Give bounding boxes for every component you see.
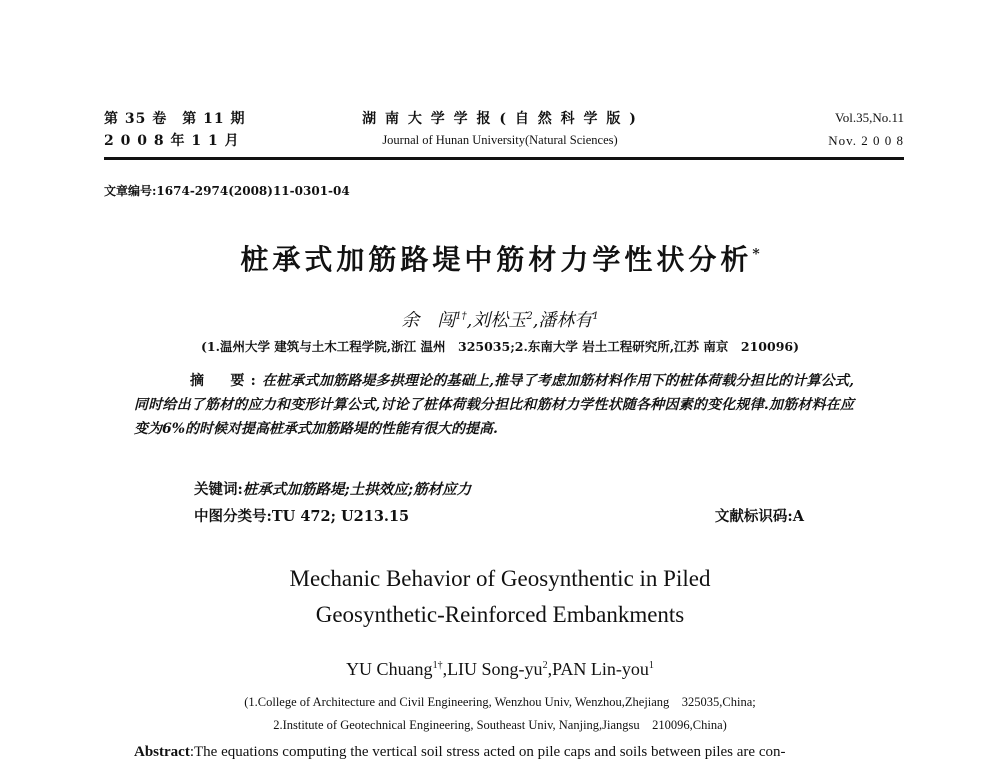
author-cn-1-mark: 1† [455,311,467,322]
header-date-en: Nov. 2 0 0 8 [828,133,904,148]
header-volume-issue-en: Vol.35,No.11 [835,110,904,125]
title-cn-text: 桩承式加筋路堤中筋材力学性状分析 [240,243,753,276]
header-volume-issue-cn: 第 35 卷 第 11 期 [104,111,246,127]
document-code-cn: 文献标识码:A [714,508,804,525]
header-journal-cn: 湖 南 大 学 学 报 ( 自 然 科 学 版 ) [362,111,638,127]
author-cn-3: ,潘林有 [532,310,593,331]
header-rule [104,157,904,160]
keywords-cn-value: 桩承式加筋路堤;土拱效应;筋材应力 [242,481,472,498]
author-en-2: ,LIU Song-yu [442,659,543,679]
abstract-en [134,744,786,761]
title-en-line-1: Mechanic Behavior of Geosynthentic in Piled [289,566,711,591]
article-number: 文章编号:1674-2974(2008)11-0301-04 [104,184,350,198]
author-en-3: ,PAN Lin-you [547,659,649,679]
affiliation-en-line-2: 2.Institute of Geotechnical Engineering, Southeast Univ, Nanjing,Jiangsu 210096,China) [273,718,727,732]
keywords-cn-label: 关键词: [194,481,243,498]
author-en-1-mark: 1† [432,660,443,671]
abstract-cn [134,369,854,441]
classification-cn: 中图分类号:TU 472; U213.15 [194,508,410,525]
header-journal-en: Journal of Hunan University(Natural Sciences) [382,133,618,147]
affiliation-cn: (1.温州大学 建筑与土木工程学院,浙江 温州 325035;2.东南大学 岩土工程研究所,江苏 南京 210096) [200,339,800,354]
title-cn-footnote-mark: * [752,246,760,263]
abstract-cn-text: 在桩承式加筋路堤多拱理论的基础上,推导了考虑加筋材料作用下的桩体荷载分担比的计算公式,同时给出了筋材的应力和变形计算公式,讨论了桩体荷载分担比和筋材力学性状随各种因素的变化规律.加筋材料在应变为6%的时候对提高桩承式加筋路堤的性能有很大的提高. [134,373,854,437]
header-date-cn: 2 0 0 8 年 1 1 月 [104,133,240,149]
author-cn-3-mark: 1 [592,311,599,322]
title-cn [0,238,1000,278]
title-en-line-2: Geosynthetic-Reinforced Embankments [315,602,685,627]
author-cn-1: 余 闯 [401,310,456,331]
abstract-en-label: Abstract [134,744,190,760]
author-en-3-mark: 1 [648,660,654,671]
authors-en [0,659,1000,680]
author-cn-2: ,刘松玉 [466,310,527,331]
author-en-1: YU Chuang [346,659,433,679]
author-en-2-mark: 2 [542,660,548,671]
abstract-en-text: :The equations computing the vertical soil stress acted on pile caps and soils between piles are con- [189,744,786,760]
abstract-cn-label: 摘 要: [190,373,262,389]
author-cn-2-mark: 2 [526,311,533,322]
affiliation-en-line-1: (1.College of Architecture and Civil Engineering, Wenzhou Univ, Wenzhou,Zhejiang 325035,China; [244,695,756,709]
authors-cn [0,306,1000,332]
keywords-cn [194,478,471,499]
